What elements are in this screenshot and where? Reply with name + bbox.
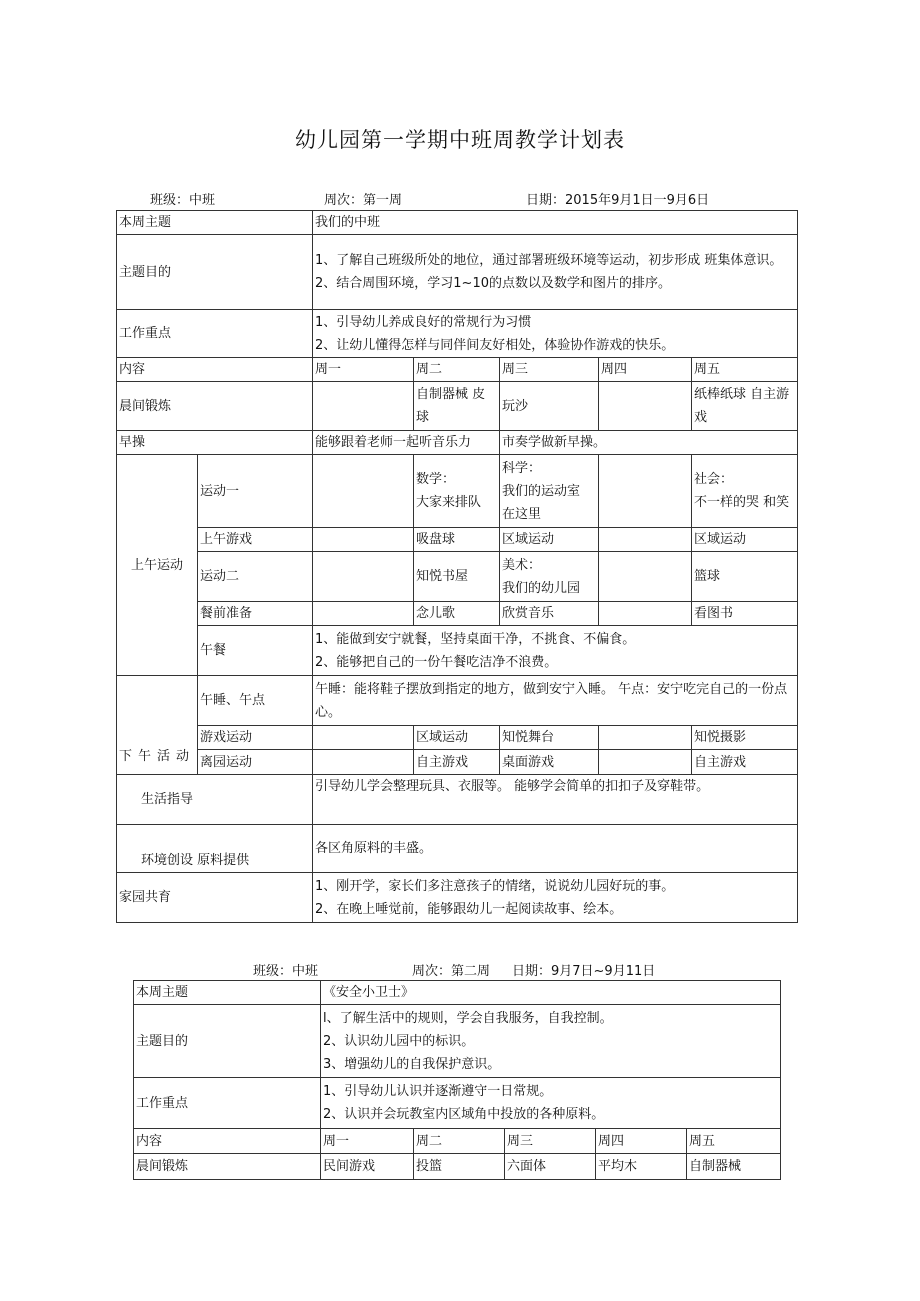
pm-label: 下午活动: [117, 676, 198, 775]
amgame-cell: [313, 528, 414, 552]
meal-prep-cell: [313, 602, 414, 626]
morning-cell: 平均木: [596, 1154, 687, 1180]
leave-cell: 桌面游戏: [500, 750, 599, 775]
pmgame-label: 游戏运动: [198, 726, 313, 750]
lunch-label: 午餐: [198, 626, 313, 676]
am1-fri-line: 社会：: [694, 472, 734, 487]
home-label: 家园共育: [117, 873, 313, 923]
week1-class: 班级：中班: [150, 193, 216, 208]
meal-prep-cell: 看图书: [692, 602, 798, 626]
theme-value: 《安全小卫士》: [321, 981, 781, 1005]
meal-prep-cell: [599, 602, 692, 626]
am1-wed-line: 我们的运动室: [502, 483, 581, 499]
morning-cell: [599, 382, 692, 431]
am1-label: 运动一: [198, 455, 313, 528]
day-header: 周一: [321, 1129, 414, 1154]
am1-fri-line: 不一样的哭 和笑: [694, 495, 790, 510]
exercise-part-a: 能够跟着老师一起听音乐力: [313, 431, 500, 455]
goal-line: 3、增强幼儿的自我保护意识。: [323, 1056, 501, 1072]
life-label: 生活指导: [117, 775, 313, 825]
week2-class: 班级：中班: [253, 964, 319, 979]
amgame-cell: 吸盘球: [414, 528, 500, 552]
morning-label: 晨间锻炼: [134, 1154, 321, 1180]
leave-cell: [599, 750, 692, 775]
goal-line: l、了解生活中的规则，学会自我服务，自我控制。: [323, 1010, 613, 1026]
day-header: 周二: [414, 1129, 505, 1154]
amgame-cell: 区域运动: [692, 528, 798, 552]
exercise-part-b: 市奏学做新早操。: [500, 431, 798, 455]
meal-prep-cell: 念儿歌: [414, 602, 500, 626]
home-line: 1、刚开学，家长们多注意孩子的情绪，说说幼儿园好玩的事。: [315, 878, 675, 894]
focus-line: 2、让幼儿懂得怎样与同伴间友好相处，体验协作游戏的快乐。: [315, 337, 675, 353]
pmgame-cell: [599, 726, 692, 750]
env-label: 环境创设 原料提供: [117, 825, 313, 873]
day-header: 周三: [500, 358, 599, 382]
pmgame-cell: 知悦摄影: [692, 726, 798, 750]
page-title: 幼儿园第一学期中班周教学计划表: [295, 128, 625, 152]
goal-line: 1、了解自己班级所处的地位，通过部署班级环境等运动，初步形成 班集体意识。: [315, 253, 783, 268]
am2-thu: [599, 552, 692, 602]
goal-line: 2、结合周围环境，学习1~10的点数以及数学和图片的排序。: [315, 276, 671, 291]
day-header: 周四: [596, 1129, 687, 1154]
lunch-cell: [313, 626, 798, 676]
theme-label: 本周主题: [117, 211, 313, 235]
day-header: 周五: [692, 358, 798, 382]
am2-wed-line: 美术：: [502, 557, 542, 573]
theme-value: 我们的中班: [313, 211, 798, 235]
day-header: 周四: [599, 358, 692, 382]
focus-label: 工作重点: [117, 310, 313, 358]
leave-label: 离园运动: [198, 750, 313, 775]
home-line: 2、在晚上唾觉前，能够跟幼儿一起阅读故事、绘本。: [315, 901, 623, 917]
morning-cell: 六面体: [505, 1154, 596, 1180]
morning-cell: 自制器械: [687, 1154, 781, 1180]
theme-label: 本周主题: [134, 981, 321, 1005]
content-label: 内容: [117, 358, 313, 382]
am1-tue: [414, 455, 500, 528]
am1-mon: [313, 455, 414, 528]
week2-week: 周次：第二周: [412, 964, 491, 979]
meal-prep-cell: 欣赏音乐: [500, 602, 599, 626]
amgame-cell: 区域运动: [500, 528, 599, 552]
am2-mon: [313, 552, 414, 602]
am1-tue-line: 大家来排队: [416, 495, 482, 510]
morning-cell: 纸棒纸球 自主游戏: [692, 382, 798, 431]
morning-cell: [313, 382, 414, 431]
am1-tue-line: 数学：: [416, 472, 456, 487]
am1-fri: [692, 455, 798, 528]
week1-week: 周次：第一周: [324, 193, 403, 208]
focus-cell: [313, 310, 798, 358]
day-header: 周三: [505, 1129, 596, 1154]
goal-cell: [313, 235, 798, 310]
am1-wed: [500, 455, 599, 528]
am1-wed-line: 科学：: [502, 460, 542, 476]
am-label: 上午运动: [117, 455, 198, 676]
am1-thu: [599, 455, 692, 528]
goal-cell: [321, 1005, 781, 1078]
pmgame-cell: 区域运动: [414, 726, 500, 750]
lunch-line: 2、能够把自己的一份午餐吃洁净不浪费。: [315, 654, 558, 670]
morning-cell: 投篮: [414, 1154, 505, 1180]
home-cell: [313, 873, 798, 923]
am2-label: 运动二: [198, 552, 313, 602]
focus-line: 1、引导幼儿养成良好的常规行为习惯: [315, 314, 532, 330]
week2-date: 日期：9月7日~9月11日: [512, 964, 656, 979]
week2-plan-table: [133, 980, 781, 1180]
pmgame-cell: [313, 726, 414, 750]
day-header: 周一: [313, 358, 414, 382]
env-cell: 各区角原料的丰盛。: [313, 825, 798, 873]
week1-plan-table: [116, 210, 798, 923]
am2-wed: [500, 552, 599, 602]
goal-line: 2、认识幼儿园中的标识。: [323, 1033, 475, 1049]
leave-cell: 自主游戏: [692, 750, 798, 775]
leave-cell: [313, 750, 414, 775]
day-header: 周二: [414, 358, 500, 382]
nap-cell: 午睡：能将鞋子摆放到指定的地方，做到安宁入睡。 午点：安宁吃完自己的一份点心。: [313, 676, 798, 726]
morning-label: 晨间锻炼: [117, 382, 313, 431]
day-header: 周五: [687, 1129, 781, 1154]
pmgame-cell: 知悦舞台: [500, 726, 599, 750]
lunch-line: 1、能做到安宁就餐，坚持桌面干净，不挑食、不偏食。: [315, 631, 636, 647]
focus-line: 1、引导幼儿认识并逐渐遵守一日常规。: [323, 1084, 553, 1099]
amgame-label: 上午游戏: [198, 528, 313, 552]
amgame-cell: [599, 528, 692, 552]
life-cell: 引导幼儿学会整理玩具、衣服等。 能够学会简单的扣扣子及穿鞋带。: [313, 775, 798, 825]
leave-cell: 自主游戏: [414, 750, 500, 775]
exercise-label: 早操: [117, 431, 313, 455]
am2-fri: 篮球: [692, 552, 798, 602]
morning-cell: 民间游戏: [321, 1154, 414, 1180]
focus-cell: [321, 1078, 781, 1129]
am2-tue: 知悦书屋: [414, 552, 500, 602]
morning-cell: 玩沙: [500, 382, 599, 431]
nap-label: 午睡、午点: [198, 676, 313, 726]
focus-label: 工作重点: [134, 1078, 321, 1129]
goal-label: 主题目的: [117, 235, 313, 310]
morning-cell: 自制器械 皮球: [414, 382, 500, 431]
goal-label: 主题目的: [134, 1005, 321, 1078]
am1-wed-line: 在这里: [502, 506, 542, 522]
am2-wed-line: 我们的幼儿园: [502, 580, 581, 596]
content-label: 内容: [134, 1129, 321, 1154]
meal-prep-label: 餐前准备: [198, 602, 313, 626]
week1-date: 日期：2015年9月1日一9月6日: [526, 193, 710, 208]
focus-line: 2、认识并会玩教室内区域角中投放的各种原料。: [323, 1107, 605, 1122]
